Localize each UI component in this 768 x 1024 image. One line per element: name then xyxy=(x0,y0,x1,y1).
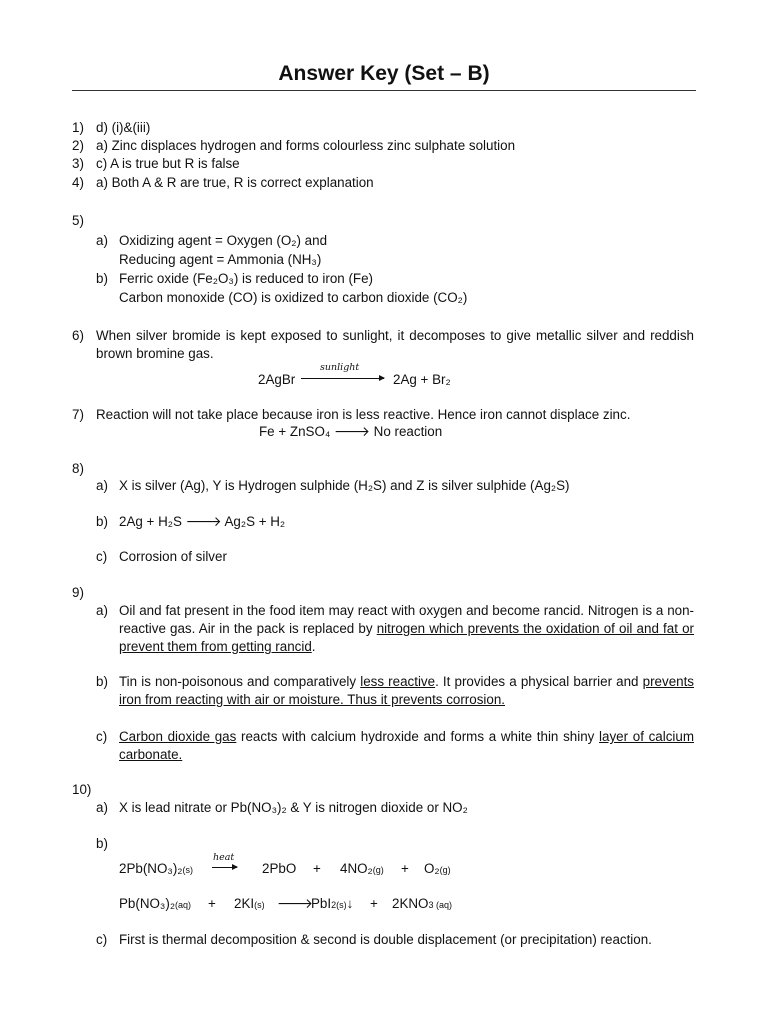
q10-eq2-reactant2-state: (s) xyxy=(254,900,265,910)
q10-eq2-product2-formula: 2KNO xyxy=(392,896,429,911)
q8-number: 8) xyxy=(72,461,84,476)
q9a-answer xyxy=(119,602,694,656)
q9b-underlined-1: less reactive xyxy=(360,674,436,689)
q9b-text: Tin is non-poisonous and comparatively xyxy=(119,674,361,689)
title-divider xyxy=(72,90,696,91)
q10-eq1-product2-formula: 4NO₂ xyxy=(340,861,373,876)
q5b-line1: Ferric oxide (Fe₂O₃) is reduced to iron (Fe) xyxy=(119,271,373,286)
q10-eq2-arrow-icon: 🡒 xyxy=(277,896,313,911)
q6-eq-reactant: 2AgBr xyxy=(258,372,296,387)
q9c-underlined-2: layer of calcium carbonate. xyxy=(119,729,694,762)
q10-eq2-product2 xyxy=(392,895,452,914)
q10-number: 10) xyxy=(72,782,92,797)
q10b-label: b) xyxy=(96,836,108,851)
q5a-line2: Reducing agent = Ammonia (NH₃) xyxy=(119,252,322,267)
q5b-label: b) xyxy=(96,271,108,286)
q9a-underlined: nitrogen which prevents the oxidation of oil and fat or prevent them from getting rancid xyxy=(119,621,695,654)
q2-number: 2) xyxy=(72,138,84,153)
q10-eq1-plus2: + xyxy=(401,861,409,876)
q10-eq1-product2-state: (g) xyxy=(372,865,384,875)
q8b-equation: 2Ag + H₂S 🡒 Ag₂S + H₂ xyxy=(119,514,286,529)
q10c-answer: First is thermal decomposition & second is double displacement (or precipitation) reaction. xyxy=(119,932,652,947)
q10-eq1-reactant-state: (s) xyxy=(182,865,193,875)
q10-eq2-reactant2 xyxy=(234,895,265,914)
q1-number: 1) xyxy=(72,120,84,135)
q5a-line1: Oxidizing agent = Oxygen (O₂) and xyxy=(119,233,328,248)
q10-eq1-reactant xyxy=(119,860,193,879)
q7-answer: Reaction will not take place because iron is less reactive. Hence iron cannot displace zinc. xyxy=(96,407,631,422)
q9a-label: a) xyxy=(96,603,108,618)
q10-eq1-arrow xyxy=(212,867,237,868)
q9c-underlined-1: Carbon dioxide gas xyxy=(119,729,237,744)
q8a-label: a) xyxy=(96,478,108,493)
q9b-underlined-2: prevents iron from reacting with air or moisture. Thus it prevents corrosion. xyxy=(119,674,694,707)
q9a-text: Oil and fat present in the food item may react with oxygen and become rancid. Nitrogen is a non-reactive gas. Air in the pack is replaced by xyxy=(119,603,694,636)
q9b-text-2: . It provides a physical barrier and xyxy=(435,674,643,689)
q6-reaction-arrow xyxy=(301,378,384,379)
q8c-label: c) xyxy=(96,549,108,564)
q10-eq2-reactant2-formula: 2KI xyxy=(234,896,255,911)
q9a-period: . xyxy=(311,639,316,654)
q3-number: 3) xyxy=(72,156,84,171)
q10-eq2-product1-state: 2(s) xyxy=(331,900,347,910)
q6-eq-products: 2Ag + Br₂ xyxy=(393,372,451,387)
q9b-answer xyxy=(119,673,694,709)
q7-equation: Fe + ZnSO₄ 🡒 No reaction xyxy=(259,424,443,439)
q7-number: 7) xyxy=(72,407,84,422)
q10-eq1-product3-state: (g) xyxy=(439,865,451,875)
q6-eq-condition: sunlight xyxy=(320,362,360,373)
q8b-label: b) xyxy=(96,514,108,529)
q2-answer: a) Zinc displaces hydrogen and forms colourless zinc sulphate solution xyxy=(96,138,516,153)
q10-eq2-reactant1-state: (aq) xyxy=(175,900,192,910)
q10-eq1-plus1: + xyxy=(313,861,321,876)
q10-eq2-reactant1-formula: Pb(NO₃)₂ xyxy=(119,896,176,911)
q5-number: 5) xyxy=(72,213,84,228)
q3-answer: c) A is true but R is false xyxy=(96,156,240,171)
q10a-label: a) xyxy=(96,800,108,815)
q9c-label: c) xyxy=(96,729,108,744)
q8a-answer: X is silver (Ag), Y is Hydrogen sulphide (H₂S) and Z is silver sulphide (Ag₂S) xyxy=(119,478,570,493)
q10c-label: c) xyxy=(96,932,108,947)
q4-answer: a) Both A & R are true, R is correct explanation xyxy=(96,175,374,190)
q10-eq1-product3 xyxy=(424,860,451,879)
q6-number: 6) xyxy=(72,328,84,343)
q9b-label: b) xyxy=(96,674,108,689)
q4-number: 4) xyxy=(72,175,84,190)
q9-number: 9) xyxy=(72,585,84,600)
q5b-line2: Carbon monoxide (CO) is oxidized to carbon dioxide (CO₂) xyxy=(119,290,468,305)
q5a-label: a) xyxy=(96,233,108,248)
q10-eq1-product2 xyxy=(340,860,384,879)
q10-eq2-product2-state: 3 (aq) xyxy=(428,900,452,910)
q10-eq1-product3-formula: O₂ xyxy=(424,861,440,876)
page-title: Answer Key (Set – B) xyxy=(278,62,490,85)
q10-eq2-reactant1 xyxy=(119,895,191,914)
q10-eq1-product1: 2PbO xyxy=(262,861,297,876)
q6-answer: When silver bromide is kept exposed to sunlight, it decomposes to give metallic silver and reddish brown bromine gas. xyxy=(96,328,694,361)
q1-answer: d) (i)&(iii) xyxy=(96,120,151,135)
q10-eq1-condition: heat xyxy=(213,852,235,863)
q10-eq1-reactant-formula: 2Pb(NO₃)₂ xyxy=(119,861,183,876)
q8c-answer: Corrosion of silver xyxy=(119,549,227,564)
q10-eq2-plus1: + xyxy=(208,896,216,911)
q10-eq2-plus2: + xyxy=(370,896,378,911)
q10-eq2-product1-formula: PbI xyxy=(311,896,332,911)
q10-eq2-product1 xyxy=(311,895,353,914)
q9c-answer xyxy=(119,728,694,764)
q10a-answer: X is lead nitrate or Pb(NO₃)₂ & Y is nitrogen dioxide or NO₂ xyxy=(119,800,468,815)
q9c-text: reacts with calcium hydroxide and forms a white thin shiny xyxy=(236,729,600,744)
precipitate-down-arrow-icon: ↓ xyxy=(346,896,354,911)
